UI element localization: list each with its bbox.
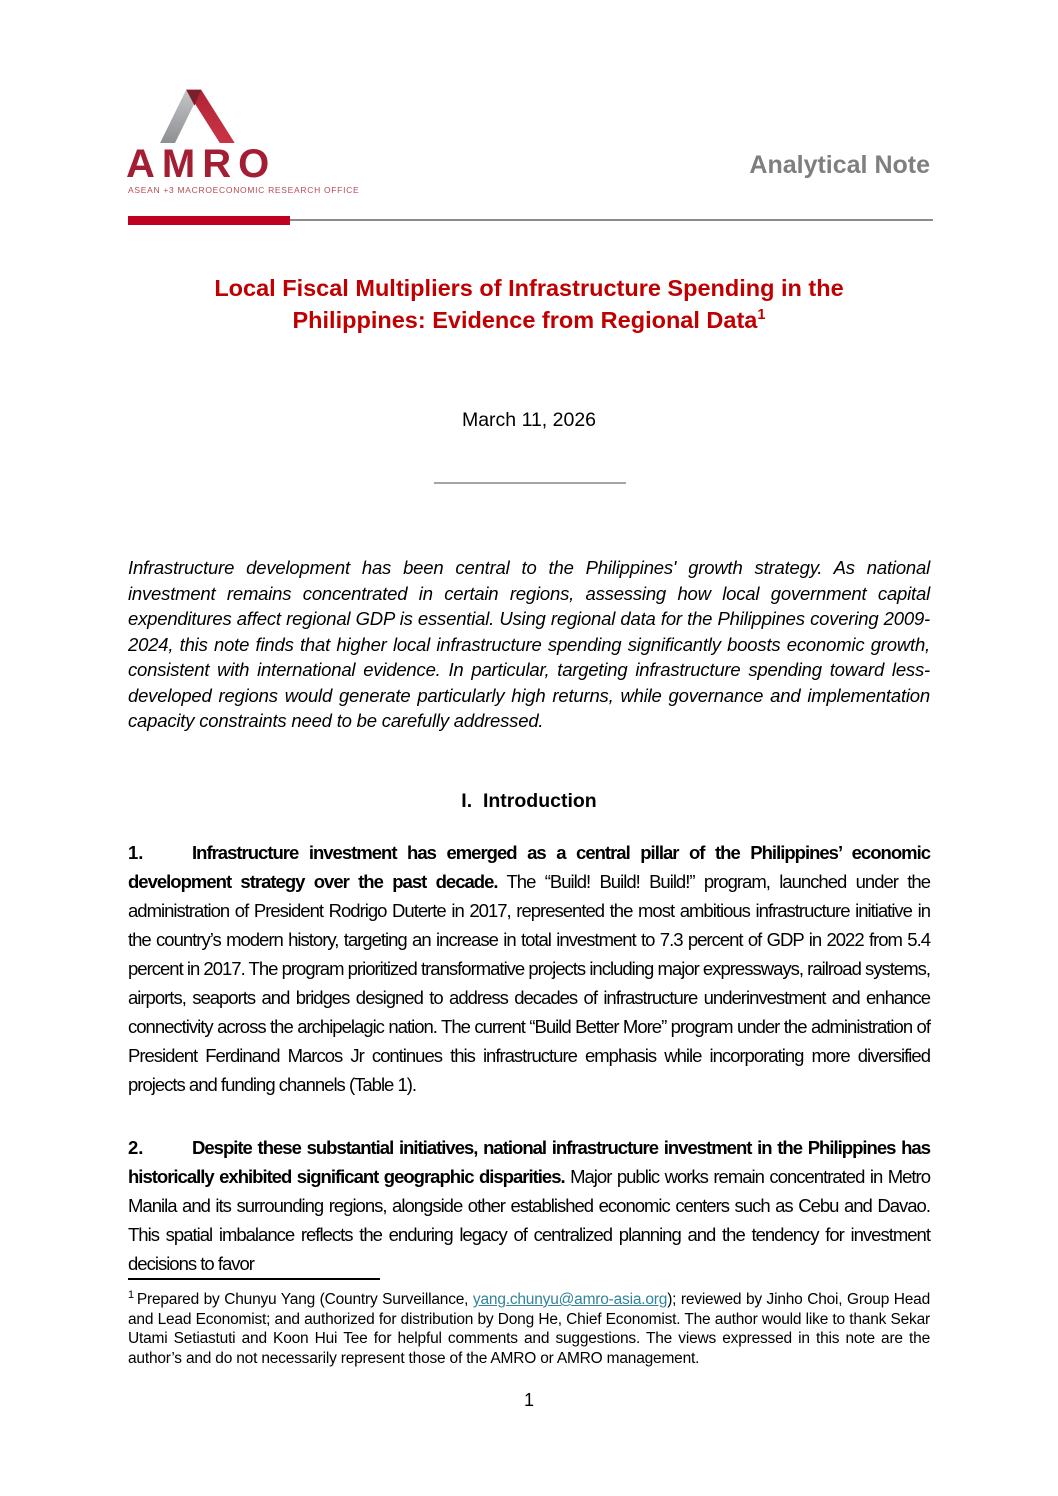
email-link[interactable]: yang.chunyu@amro-asia.org xyxy=(472,1291,668,1308)
footnote-rule xyxy=(128,1278,380,1280)
doc-type-label: Analytical Note xyxy=(749,151,930,179)
amro-logo-wordmark: AMRO xyxy=(126,142,277,186)
footnote-1 xyxy=(128,1290,930,1368)
paragraph-1-number: 1. xyxy=(128,842,144,863)
header-rule-gray xyxy=(290,219,933,221)
document-title-line1: Local Fiscal Multipliers of Infrastructure Spending in the xyxy=(214,275,844,301)
body-text-block xyxy=(128,838,930,1312)
document-title-line2: Philippines: Evidence from Regional Data$^1$ xyxy=(292,307,766,333)
paragraph-2-body: Major public works remain concentrated in Metro Manila and its surrounding regions, alongside other established economic centers such as Cebu and Davao. This spatial imbalance reflects the enduring legacy of centralized planning and the tendency for investment decisions to favor xyxy=(128,1166,930,1274)
page-number: 1 xyxy=(523,1390,534,1410)
paragraph-1-lead: Infrastructure investment has emerged as a central pillar of the Philippines’ economic development strategy over the past decade. xyxy=(128,842,930,892)
paragraph-1-body: The “Build! Build! Build!” program, launched under the administration of President Rodrigo Duterte in 2017, represented the most ambitious infrastructure initiative in the country’s modern history, targeting an increase in total investment to 7.3 percent of GDP in 2022 from 5.4 percent in 2017. The program prioritized transformative projects including major expressways, railroad systems, airports, seaports and bridges designed to address decades of infrastructure underinvestment and enhance connectivity across the archipelagic nation. The current “Build Better More” program under the administration of President Ferdinand Marcos Jr continues this infrastructure emphasis while incorporating more diversified projects and funding channels (Table 1). xyxy=(128,871,930,1095)
section-heading-introduction: I. Introduction xyxy=(461,790,597,812)
footnote-post-link: ); reviewed by Jinho Choi, Group Head and Lead Economist; and authorized for distribution by Dong He, Chief Economist. The author would like to thank Sekar Utami Setiastuti and Koon Hui Tee for helpful comments and suggestions. The views expressed in this note are the author’s and do not necessarily represent those of the AMRO or AMRO management. xyxy=(128,1291,930,1367)
amro-logo-tagline: ASEAN +3 MACROECONOMIC RESEARCH OFFICE xyxy=(128,185,360,195)
footnote-marker: 1 xyxy=(128,1288,134,1301)
document-date: March 11, 2026 xyxy=(461,409,597,431)
footnote-pre-link: Prepared by Chunyu Yang (Country Surveillance, xyxy=(136,1291,473,1308)
paragraph-1 xyxy=(128,838,930,1099)
title-footnote-ref[interactable]: 1 xyxy=(757,307,766,324)
title-separator-rule xyxy=(434,482,626,484)
abstract-text: Infrastructure development has been central to the Philippines' growth strategy. As national investment remains concentrated in certain regions, assessing how local government capital expenditures affect regional GDP is essential. Using regional data for the Philippines covering 2009-2024, this note finds that higher local infrastructure spending significantly boosts economic growth, consistent with international evidence. In particular, targeting infrastructure spending toward less-developed regions would generate particularly high returns, while governance and implementation capacity constraints need to be carefully addressed. xyxy=(128,557,930,731)
header-rule-red xyxy=(128,216,290,225)
document-title xyxy=(128,272,930,336)
paragraph-2-number: 2. xyxy=(128,1137,144,1158)
paragraph-2-lead: Despite these substantial initiatives, national infrastructure investment in the Philippines has historically exhibited significant geographic disparities. xyxy=(128,1137,930,1187)
paragraph-2 xyxy=(128,1133,930,1278)
amro-logo-icon xyxy=(156,87,250,143)
